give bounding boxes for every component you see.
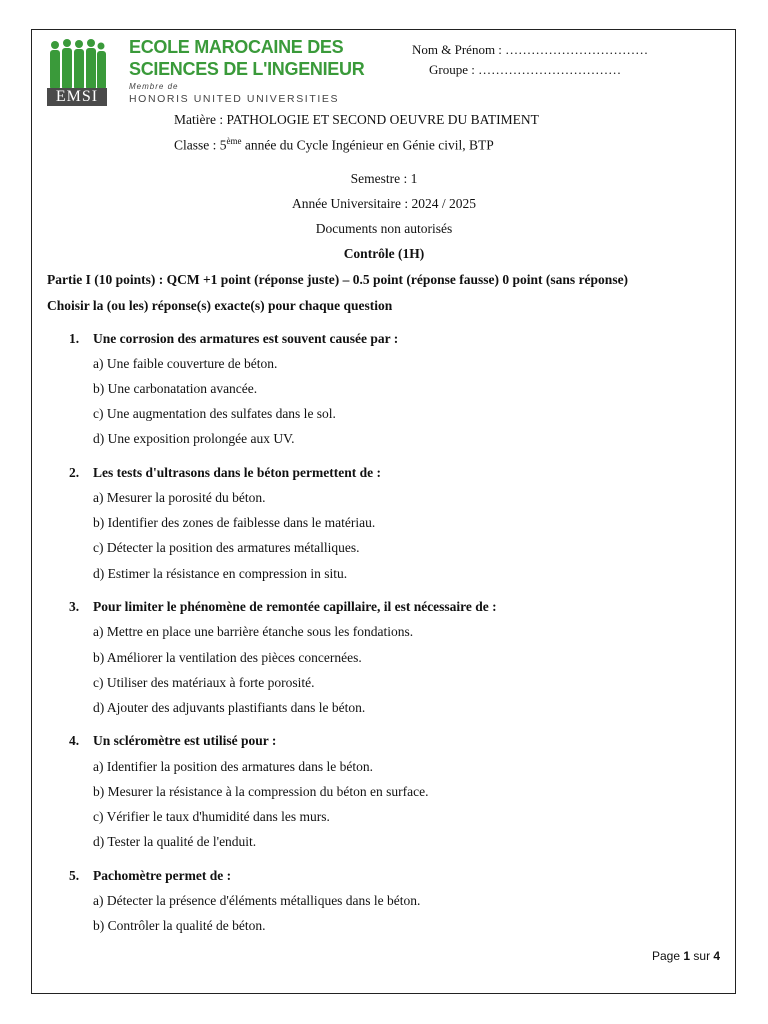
semestre-line: Semestre : 1: [350, 171, 418, 186]
school-name-line2: SCIENCES DE L'INGENIEUR: [129, 59, 365, 79]
page-current: 1: [683, 949, 691, 963]
network-name: HONORIS UNITED UNIVERSITIES: [129, 93, 340, 105]
group-field: Groupe : ……………………………: [429, 62, 622, 77]
question-text: Les tests d'ultrasons dans le béton permettent de :: [93, 465, 381, 480]
question-number: 1.: [69, 331, 80, 346]
emsi-acronym: EMSI: [47, 88, 107, 106]
classe-suffix: année du Cycle Ingénieur en Génie civil, BTP: [241, 137, 494, 153]
sur-word: sur: [693, 949, 711, 963]
option-1b: b) Une carbonatation avancée.: [93, 381, 258, 396]
annee-line: Année Universitaire : 2024 / 2025: [291, 196, 477, 211]
option-4b: b) Mesurer la résistance à la compression du béton en surface.: [93, 784, 429, 799]
classe-sup: ème: [226, 136, 242, 146]
partie-title: Partie I (10 points) : QCM +1 point (réponse juste) – 0.5 point (réponse fausse) 0 point (sans réponse): [47, 272, 629, 287]
option-2a: a) Mesurer la porosité du béton.: [93, 490, 266, 505]
people-silhouette-icon: [47, 38, 107, 92]
option-3c: c) Utiliser des matériaux à forte porosité.: [93, 675, 315, 690]
option-5b: b) Contrôler la qualité de béton.: [93, 918, 266, 933]
question-text: Pour limiter le phénomène de remontée capillaire, il est nécessaire de :: [93, 599, 497, 614]
question-text: Une corrosion des armatures est souvent causée par :: [93, 331, 399, 346]
option-4a: a) Identifier la position des armatures dans le béton.: [93, 759, 374, 774]
emsi-logo: [47, 36, 365, 108]
option-1a: a) Une faible couverture de béton.: [93, 356, 278, 371]
page-total: 4: [713, 949, 721, 963]
classe-line: [174, 136, 494, 154]
question-number: 4.: [69, 733, 80, 748]
option-3d: d) Ajouter des adjuvants plastifiants dans le béton.: [93, 700, 366, 715]
classe-prefix: Classe : 5: [174, 137, 227, 153]
option-1d: d) Une exposition prolongée aux UV.: [93, 431, 295, 446]
option-3a: a) Mettre en place une barrière étanche sous les fondations.: [93, 624, 414, 639]
question-1: [69, 331, 398, 347]
option-5a: a) Détecter la présence d'éléments métalliques dans le béton.: [93, 893, 421, 908]
question-4: [69, 733, 276, 749]
question-number: 3.: [69, 599, 80, 614]
name-field: Nom & Prénom : ……………………………: [412, 42, 649, 57]
page-word: Page: [652, 949, 681, 963]
option-1c: c) Une augmentation des sulfates dans le sol.: [93, 406, 336, 421]
option-2c: c) Détecter la position des armatures métalliques.: [93, 540, 360, 555]
page-number: [652, 949, 720, 963]
option-4d: d) Tester la qualité de l'enduit.: [93, 834, 257, 849]
question-text: Pachomètre permet de :: [93, 868, 232, 883]
question-2: [69, 465, 381, 481]
controle-title: Contrôle (1H): [343, 246, 425, 261]
question-text: Un scléromètre est utilisé pour :: [93, 733, 277, 748]
partie-instruction: Choisir la (ou les) réponse(s) exacte(s) pour chaque question: [47, 298, 393, 313]
option-2d: d) Estimer la résistance en compression in situ.: [93, 566, 348, 581]
option-2b: b) Identifier des zones de faiblesse dans le matériau.: [93, 515, 376, 530]
member-of-label: Membre de: [129, 82, 179, 91]
question-5: [69, 868, 231, 884]
option-3b: b) Améliorer la ventilation des pièces concernées.: [93, 650, 362, 665]
school-name-line1: ECOLE MAROCAINE DES: [129, 37, 344, 57]
documents-line: Documents non autorisés: [315, 221, 453, 236]
question-3: [69, 599, 497, 615]
student-id-fields: [412, 40, 648, 80]
matiere-line: Matière : PATHOLOGIE ET SECOND OEUVRE DU BATIMENT: [174, 112, 539, 127]
question-number: 2.: [69, 465, 80, 480]
option-4c: c) Vérifier le taux d'humidité dans les murs.: [93, 809, 330, 824]
question-number: 5.: [69, 868, 80, 883]
